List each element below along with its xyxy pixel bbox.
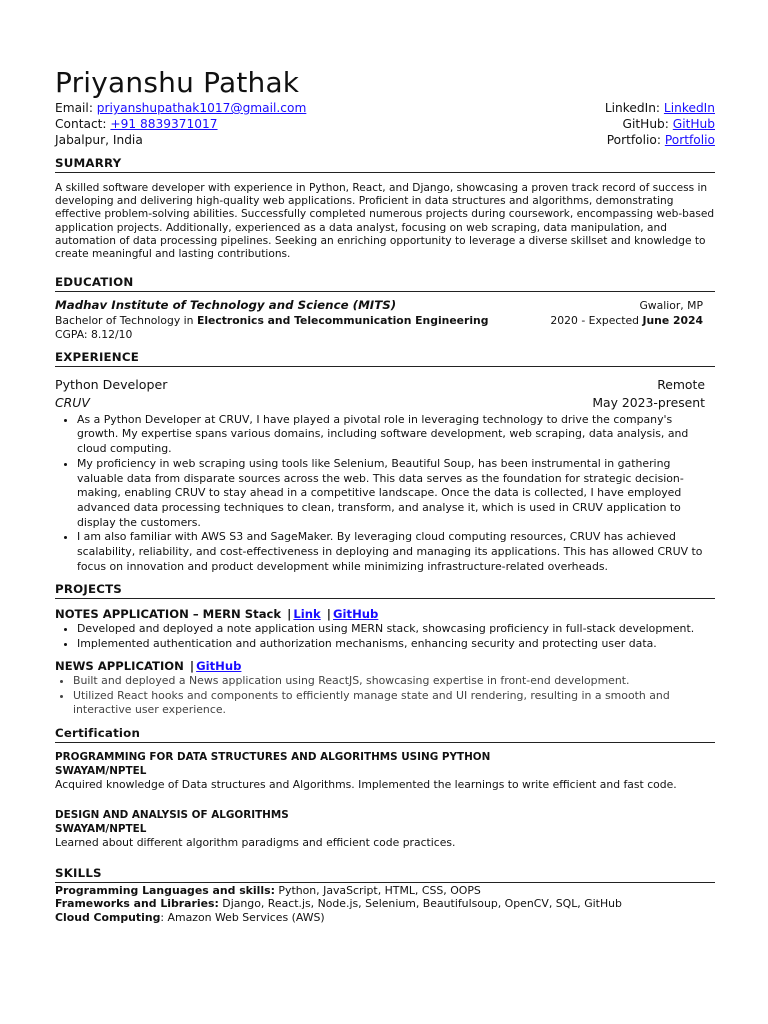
project-bullets-notes — [55, 622, 715, 651]
phone-line — [55, 116, 306, 132]
experience-entry — [55, 376, 715, 575]
location-text: Jabalpur, India — [55, 133, 143, 147]
skill-value: Django, React.js, Node.js, Selenium, Beautifulsoup, OpenCV, SQL, GitHub — [218, 897, 622, 911]
contact-right — [605, 100, 715, 148]
skill-label: Cloud Computing — [55, 910, 161, 924]
certification-entry — [55, 808, 715, 850]
project-link[interactable]: Link — [293, 607, 321, 622]
email-line — [55, 100, 306, 116]
cert-title: DESIGN AND ANALYSIS OF ALGORITHMS — [55, 808, 289, 821]
list-item: • Implemented authentication and authorization mechanisms, enhancing security and protecting user data. — [77, 637, 715, 652]
dates-prefix: 2020 - Expected — [550, 313, 643, 327]
portfolio-label: Portfolio: — [606, 133, 661, 147]
project-github-link[interactable]: GitHub — [333, 607, 379, 622]
skills-heading: SKILLS — [55, 866, 715, 883]
list-item: • Developed and deployed a note application using MERN stack, showcasing proficiency in full-stack development. — [77, 622, 715, 637]
education-heading: EDUCATION — [55, 275, 715, 292]
summary-heading: SUMARRY — [55, 156, 715, 173]
phone-link[interactable]: +91 8839371017 — [110, 117, 218, 131]
education-entry — [55, 298, 715, 343]
cert-org: SWAYAM/NPTEL — [55, 822, 147, 835]
certification-heading: Certification — [55, 726, 715, 743]
job-location: Remote — [657, 376, 705, 392]
cert-desc: Learned about different algorithm paradigms and efficient code practices. — [55, 835, 456, 849]
candidate-name: Priyanshu Pathak — [55, 66, 300, 99]
contact-block — [55, 100, 715, 148]
email-label: Email: — [55, 101, 93, 115]
separator: | — [189, 658, 195, 673]
dates-bold: June 2024 — [642, 313, 703, 327]
list-item: • Utilized React hooks and components to efficiently manage state and UI rendering, resulting in a smooth and interactive user experience. — [73, 689, 715, 718]
degree-field: Electronics and Telecommunication Engineering — [196, 313, 489, 327]
skill-line — [55, 884, 715, 898]
experience-bullets — [55, 413, 715, 575]
degree — [55, 314, 488, 329]
job-row-1 — [55, 376, 715, 394]
list-item: • I am also familiar with AWS S3 and SageMaker. By leveraging cloud computing resources, CRUV has achieved scalability, reliability, and cost-effectiveness in deploying and managing its applications. This has allowed CRUV to focus on innovation and product development while minimizing infrastructure-related overheads. — [77, 530, 715, 574]
list-item: • As a Python Developer at CRUV, I have played a pivotal role in leveraging technology to drive the company's growth. My expertise spans various domains, including software development, web scraping, data analysis, and cloud computing. — [77, 413, 715, 457]
skill-value: Python, JavaScript, HTML, CSS, OOPS — [274, 883, 481, 897]
linkedin-link[interactable]: LinkedIn — [663, 101, 715, 115]
separator: | — [287, 607, 292, 622]
projects-heading: PROJECTS — [55, 582, 715, 599]
project-github-link[interactable]: GitHub — [196, 658, 242, 673]
job-row-2 — [55, 394, 715, 412]
portfolio-line — [605, 132, 715, 148]
portfolio-link[interactable]: Portfolio — [664, 133, 715, 147]
project-bullets-news — [55, 674, 715, 718]
project-title-notes — [55, 606, 715, 622]
github-line — [605, 116, 715, 132]
education-row-1 — [55, 298, 715, 314]
skill-value: : Amazon Web Services (AWS) — [160, 910, 325, 924]
email-link[interactable]: priyanshupathak1017@gmail.com — [96, 101, 307, 115]
job-title: Python Developer — [55, 376, 168, 392]
github-link[interactable]: GitHub — [672, 117, 715, 131]
separator: | — [326, 607, 332, 622]
skill-label: Frameworks and Libraries: — [55, 897, 219, 911]
cert-title: PROGRAMMING FOR DATA STRUCTURES AND ALGORITHMS USING PYTHON — [55, 750, 491, 763]
certification-entry — [55, 750, 715, 792]
github-label: GitHub: — [622, 117, 669, 131]
skill-line — [55, 911, 715, 925]
company-name: CRUV — [55, 394, 90, 410]
institution-location: Gwalior, MP — [639, 299, 703, 313]
cert-org: SWAYAM/NPTEL — [55, 764, 147, 777]
resume-page — [55, 66, 715, 924]
skills-block — [55, 884, 715, 925]
list-item: • My proficiency in web scraping using tools like Selenium, Beautiful Soup, has been instrumental in gathering valuable data from disparate sources across the web. This data serves as the foundation for strategic decision-making, enabling CRUV to stay ahead in a competitive landscape. Once the data is collected, I have employed advanced data processing techniques to clean, transform, and analyse it, which is used in CRUV application to display the customers. — [77, 457, 715, 531]
contact-left — [55, 100, 306, 148]
education-dates — [550, 314, 715, 329]
list-item: • Built and deployed a News application using ReactJS, showcasing expertise in front-end development. — [73, 674, 715, 689]
experience-heading: EXPERIENCE — [55, 350, 715, 367]
job-dates: May 2023-present — [592, 394, 705, 410]
cgpa: CGPA: 8.12/10 — [55, 328, 133, 342]
institution-name: Madhav Institute of Technology and Science (MITS) — [55, 298, 397, 313]
skill-label: Programming Languages and skills: — [55, 883, 275, 897]
education-row-2 — [55, 314, 715, 329]
degree-prefix: Bachelor of Technology in — [55, 313, 197, 327]
skill-line — [55, 897, 715, 911]
project-name: NOTES APPLICATION – MERN Stack — [55, 607, 282, 622]
phone-label: Contact: — [55, 117, 107, 131]
linkedin-label: LinkedIn: — [604, 101, 661, 115]
linkedin-line — [605, 100, 715, 116]
project-name: NEWS APPLICATION — [55, 658, 184, 673]
project-title-news — [55, 658, 715, 674]
cert-desc: Acquired knowledge of Data structures and Algorithms. Implemented the learnings to write efficient and fast code. — [55, 777, 677, 791]
summary-text: A skilled software developer with experience in Python, React, and Django, showcasing a proven track record of success in developing and delivering high-quality web applications. Proficient in data structures and algorithms, demonstrating effective problem-solving abilities. Successfully completed numerous projects during coursework, encompassing web-based application projects. Additionally, experienced as a data analyst, focusing on web scraping, data manipulation, and automation of data processing pipelines. Seeking an enriching opportunity to leverage a diverse skillset and knowledge to create meaningful and lasting contributions. — [55, 182, 715, 261]
